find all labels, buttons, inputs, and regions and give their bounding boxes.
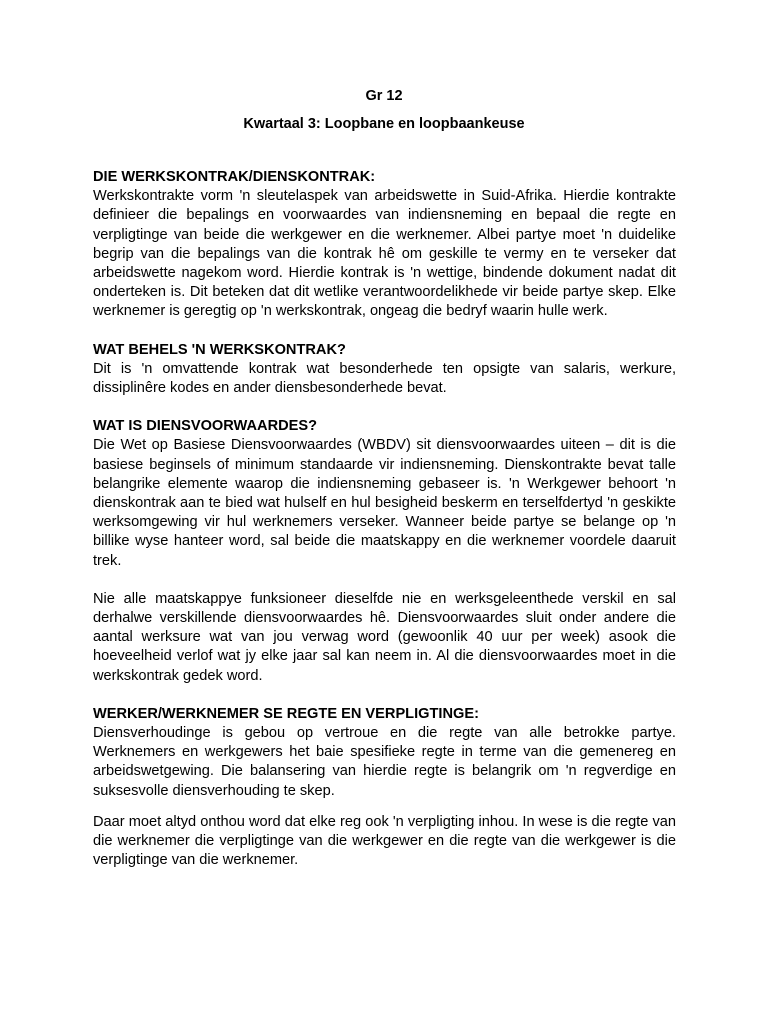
- section-heading: WAT IS DIENSVOORWAARDES?: [93, 418, 318, 435]
- section-wat-behels: [93, 341, 676, 399]
- section-paragraph: Daar moet altyd onthou word dat elke reg ook 'n verpligting inhou. In wese is die regte van die werknemer die verpligtinge van die werkgewer en die regte van die werkgewer is die verpligtinge van die werknemer.: [93, 813, 676, 869]
- document-body: [93, 168, 676, 871]
- section-paragraph: Diensverhoudinge is gebou op vertroue en die regte van alle betrokke partye. Werknemers en werkgewers het baie spesifieke regte in terme van die gemenereg en arbeidswetgewing. Die balansering van hierdie regte is belangrik om 'n regverdige en suksesvolle diensverhouding te skep.: [93, 725, 676, 799]
- section-paragraph: Die Wet op Basiese Diensvoorwaardes (WBDV) sit diensvoorwaardes uiteen – dit is die basiese beginsels of minimum standaarde vir indiensneming. Dienskontrakte bevat talle belangrike elemente waarop die indiensneming gebaseer is. 'n Werkgewer behoort 'n dienskontrak aan te bied wat hulself en hul besigheid beskerm en terselfdertyd 'n geskikte werksomgewing vir hul werknemers verseker. Wanneer beide partye se belange op 'n billike wyse hanteer word, sal beide die maatskappy en die werknemer voordele daaruit trek.: [93, 437, 676, 569]
- term-subtitle: Kwartaal 3: Loopbane en loopbaankeuse: [243, 116, 525, 132]
- grade-title: Gr 12: [365, 88, 403, 104]
- section-paragraph: Werkskontrakte vorm 'n sleutelaspek van arbeidswette in Suid-Afrika. Hierdie kontrakte definieer die bepalings en voorwaardes van indiensneming en bepaal die regte en verpligtinge van beide die werkgewer en die werknemer. Albei partye moet 'n duidelike begrip van die bepalings van die kontrak hê om geskille te vermy en te verseker dat arbeidswette nagekom word. Hierdie kontrak is 'n wettige, bindende dokument nadat dit onderteken is. Dit beteken dat dit wetlike verantwoordelikhede vir beide partye skep. Elke werknemer is geregtig op 'n werkskontrak, ongeag die bedryf waarin hulle werk.: [93, 188, 676, 320]
- section-werkskontrak: [93, 168, 676, 322]
- section-heading: DIE WERKSKONTRAK/DIENSKONTRAK:: [93, 169, 376, 185]
- section-paragraph: Dit is 'n omvattende kontrak wat besonderhede ten opsigte van salaris, werkure, dissiplinêre kodes en ander diensbesonderhede bevat.: [93, 360, 676, 397]
- section-regte-en-verpligtinge: [93, 705, 676, 871]
- section-heading: WAT BEHELS 'N WERKSKONTRAK?: [93, 341, 346, 358]
- section-paragraph: Nie alle maatskappye funksioneer dieselfde nie en werksgeleenthede verskil en sal derhalwe verskillende diensvoorwaardes hê. Diensvoorwaardes sluit onder andere die aantal werksure wat van jou verwag word (gewoonlik 40 uur per week) asook die hoeveelheid verlof wat jy elke jaar sal kan neem in. Al die diensvoorwaardes moet in die werkskontrak gedek word.: [93, 590, 676, 684]
- section-heading: WERKER/WERKNEMER SE REGTE EN VERPLIGTINGE:: [93, 705, 479, 722]
- section-diensvoorwaardes: [93, 417, 676, 686]
